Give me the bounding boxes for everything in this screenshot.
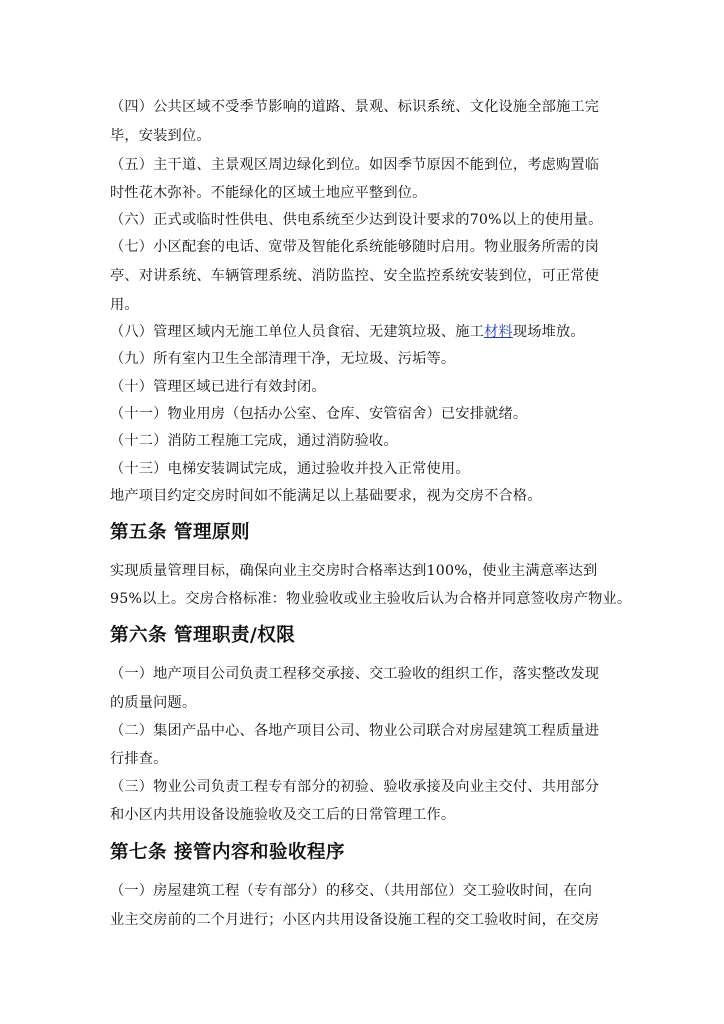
text-line: （十）管理区域已进行有效封闭。	[110, 379, 326, 395]
article-5-heading: 第五条 管理原则	[110, 522, 250, 543]
text-line: （三）物业公司负责工程专有部分的初验、验收承接及向业主交付、共用部分	[110, 779, 600, 795]
text-line: 用。	[110, 297, 139, 313]
text-line: 行排查。	[110, 751, 168, 767]
text-line: （一）房屋建筑工程（专有部分）的移交、（共用部位）交工验收时间，在向	[110, 883, 593, 899]
text-line: （五）主干道、主景观区周边绿化到位。如因季节原因不能到位，考虑购置临	[110, 157, 600, 173]
item8-text-before: （八）管理区域内无施工单位人员食宿、无建筑垃圾、施工	[110, 324, 485, 340]
text-line: 业主交房前的二个月进行；小区内共用设备设施工程的交工验收时间，在交房	[110, 912, 600, 928]
text-line: （四）公共区域不受季节影响的道路、景观、标识系统、文化设施全部施工完	[110, 99, 600, 115]
text-line: 亭、对讲系统、车辆管理系统、消防监控、安全监控系统安装到位，可正常使	[110, 268, 600, 284]
text-line: 毕，安装到位。	[110, 128, 211, 144]
item8-text-after: 现场堆放。	[512, 324, 585, 340]
text-line: （十一）物业用房（包括办公室、仓库、安管宿舍）已安排就绪。	[110, 406, 528, 422]
text-line: 的质量问题。	[110, 695, 197, 711]
text-line-item-8	[110, 323, 585, 341]
materials-link[interactable]: 材料	[484, 324, 513, 340]
text-line: 95%以上。交房合格标准：物业验收或业主验收后认为合格并同意签收房产物业。	[110, 591, 632, 607]
text-line: （二）集团产品中心、各地产项目公司、物业公司联合对房屋建筑工程质量进	[110, 723, 600, 739]
text-line: （六）正式或临时性供电、供电系统至少达到设计要求的70%以上的使用量。	[110, 212, 603, 228]
text-line: （七）小区配套的电话、宽带及智能化系统能够随时启用。物业服务所需的岗	[110, 239, 600, 255]
text-line: 和小区内共用设备设施验收及交工后的日常管理工作。	[110, 807, 456, 823]
text-line: （十二）消防工程施工完成，通过消防验收。	[110, 433, 398, 449]
text-line: （一）地产项目公司负责工程移交承接、交工验收的组织工作，落实整改发现	[110, 666, 600, 682]
text-line: 时性花木弥补。不能绿化的区域土地应平整到位。	[110, 185, 427, 201]
article-6-heading: 第六条 管理职责/权限	[110, 625, 296, 646]
text-line: （九）所有室内卫生全部清理干净，无垃圾、污垢等。	[110, 351, 456, 367]
text-line: （十三）电梯安装调试完成，通过验收并投入正常使用。	[110, 461, 470, 477]
text-line: 实现质量管理目标，确保向业主交房时合格率达到100%，使业主满意率达到	[110, 563, 598, 579]
article-7-heading: 第七条 接管内容和验收程序	[110, 842, 345, 863]
text-line: 地产项目约定交房时间如不能满足以上基础要求，视为交房不合格。	[110, 488, 542, 504]
